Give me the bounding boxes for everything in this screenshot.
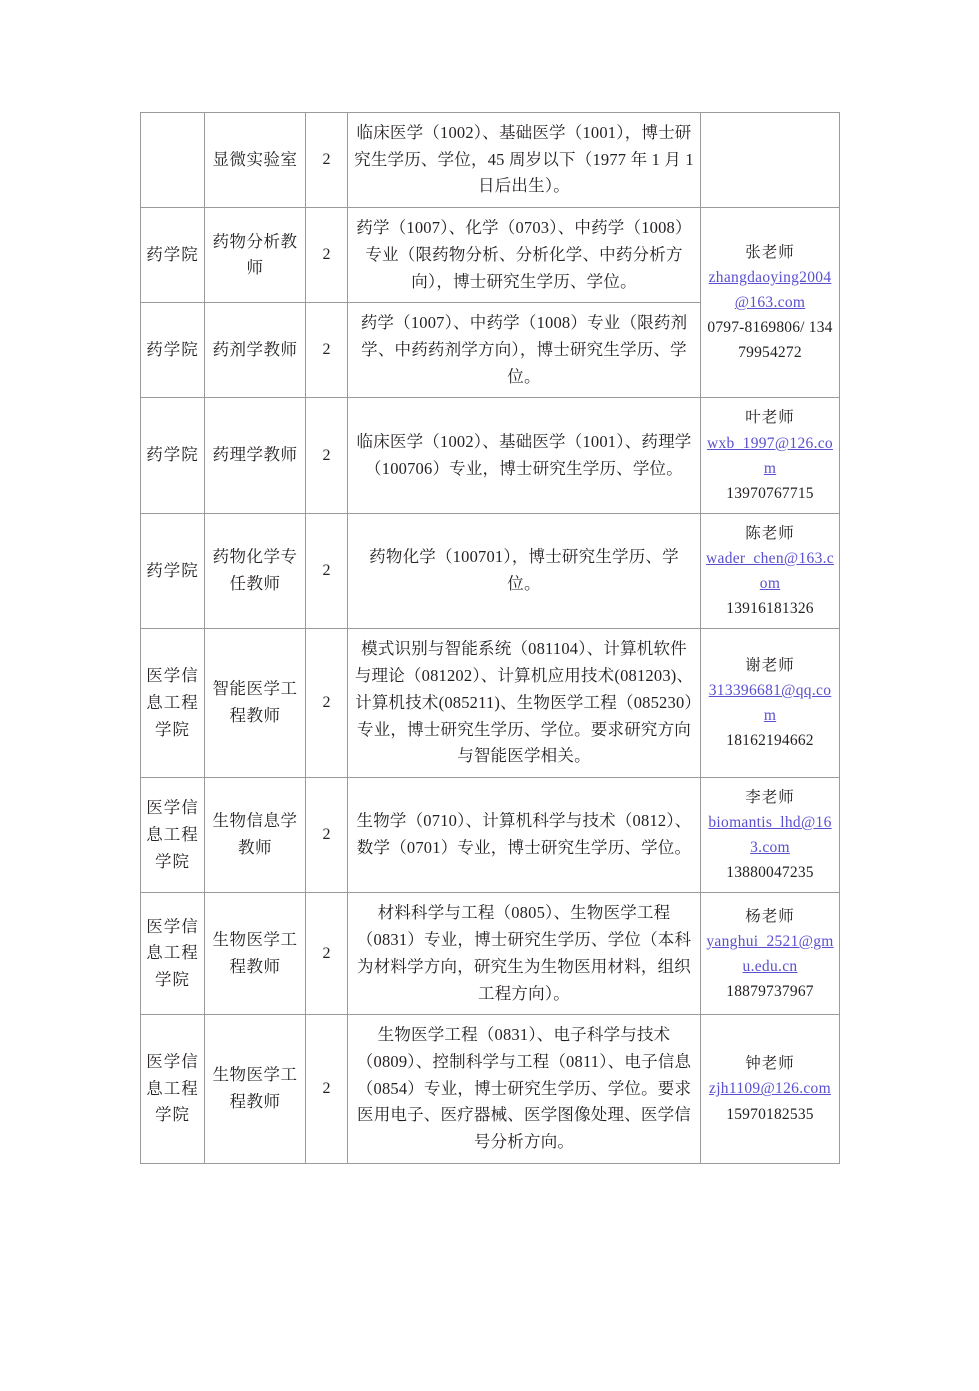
cell-contact: [701, 113, 840, 208]
cell-requirement: 药学（1007）、化学（0703）、中药学（1008）专业（限药物分析、分析化学、中药分析方向），博士研究生学历、学位。: [348, 208, 701, 303]
contact-phone: 0797-8169806/ 13479954272: [707, 319, 833, 362]
contact-phone: 13916181326: [726, 600, 814, 618]
cell-post: 药理学教师: [205, 398, 306, 513]
contact-email-link[interactable]: zhangdaoying2004@163.com: [708, 269, 832, 312]
contact-email-link[interactable]: zjh1109@126.com: [709, 1080, 831, 1098]
cell-requirement: 材料科学与工程（0805）、生物医学工程（0831）专业，博士研究生学历、学位（本科为材料学方向，研究生为生物医用材料，组织工程方向）。: [348, 893, 701, 1015]
cell-department: 药学院: [141, 303, 205, 398]
contact-name: 钟老师: [745, 1055, 795, 1073]
cell-post: 生物信息学教师: [205, 777, 306, 892]
contact-phone: 15970182535: [726, 1105, 814, 1123]
cell-requirement: 临床医学（1002）、基础医学（1001），博士研究生学历、学位，45 周岁以下（1977 年 1 月 1 日后出生）。: [348, 113, 701, 208]
cell-count: 2: [306, 208, 348, 303]
empty-contact: [706, 160, 834, 161]
contact-phone: 18879737967: [726, 982, 814, 1000]
cell-count: 2: [306, 777, 348, 892]
contact-name: 陈老师: [745, 524, 795, 542]
contact-email-link[interactable]: wader_chen@163.com: [706, 550, 834, 593]
contact-phone: 13970767715: [726, 484, 814, 502]
cell-count: 2: [306, 303, 348, 398]
cell-count: 2: [306, 893, 348, 1015]
cell-department: 医学信息工程学院: [141, 777, 205, 892]
contact-email-link[interactable]: 313396681@qq.com: [708, 682, 832, 725]
cell-contact: [701, 208, 840, 398]
cell-contact: [701, 1015, 840, 1164]
cell-count: 2: [306, 513, 348, 628]
cell-requirement: 模式识别与智能系统（081104）、计算机软件与理论（081202）、计算机应用技术(081203)、计算机技术(085211)、生物医学工程（085230）专业，博士研究生学历、学位。要求研究方向与智能医学相关。: [348, 629, 701, 778]
contact-email-link[interactable]: yanghui_2521@gmu.edu.cn: [706, 932, 834, 975]
contact-name: 叶老师: [745, 409, 795, 427]
cell-requirement: 生物医学工程（0831）、电子科学与技术（0809）、控制科学与工程（0811）、电子信息（0854）专业，博士研究生学历、学位。要求医用电子、医疗器械、医学图像处理、医学信号分析方向。: [348, 1015, 701, 1164]
contact-name: 谢老师: [745, 656, 795, 674]
contact-phone: 18162194662: [726, 732, 814, 750]
cell-contact: [701, 398, 840, 513]
contact-name: 杨老师: [745, 907, 795, 925]
table-row: [141, 893, 840, 1015]
cell-post: 显微实验室: [205, 113, 306, 208]
table-row: [141, 629, 840, 778]
cell-post: 生物医学工程教师: [205, 893, 306, 1015]
contact-email-link[interactable]: wxb_1997@126.com: [707, 434, 833, 477]
cell-department: 药学院: [141, 208, 205, 303]
table-row: [141, 208, 840, 303]
recruitment-table: [140, 112, 840, 1164]
table-row: [141, 777, 840, 892]
cell-post: 生物医学工程教师: [205, 1015, 306, 1164]
cell-post: 智能医学工程教师: [205, 629, 306, 778]
cell-department: 医学信息工程学院: [141, 1015, 205, 1164]
cell-post: 药物分析教师: [205, 208, 306, 303]
cell-department: 药学院: [141, 513, 205, 628]
cell-contact: [701, 629, 840, 778]
cell-department: 药学院: [141, 398, 205, 513]
cell-post: 药剂学教师: [205, 303, 306, 398]
cell-count: 2: [306, 629, 348, 778]
cell-requirement: 药物化学（100701），博士研究生学历、学位。: [348, 513, 701, 628]
cell-requirement: 临床医学（1002）、基础医学（1001）、药理学（100706）专业，博士研究生学历、学位。: [348, 398, 701, 513]
cell-count: 2: [306, 398, 348, 513]
cell-post: 药物化学专任教师: [205, 513, 306, 628]
cell-contact: [701, 777, 840, 892]
cell-count: 2: [306, 113, 348, 208]
table-body: [141, 113, 840, 1164]
cell-contact: [701, 513, 840, 628]
table-row: [141, 1015, 840, 1164]
contact-email-link[interactable]: biomantis_lhd@163.com: [708, 814, 832, 857]
contact-phone: 13880047235: [726, 864, 814, 882]
contact-name: 李老师: [745, 788, 795, 806]
table-row: [141, 113, 840, 208]
cell-contact: [701, 893, 840, 1015]
cell-count: 2: [306, 1015, 348, 1164]
contact-name: 张老师: [745, 244, 795, 262]
table-row: [141, 513, 840, 628]
cell-requirement: 生物学（0710）、计算机科学与技术（0812）、数学（0701）专业，博士研究生学历、学位。: [348, 777, 701, 892]
cell-department: 医学信息工程学院: [141, 629, 205, 778]
cell-department: 医学信息工程学院: [141, 893, 205, 1015]
table-row: [141, 398, 840, 513]
cell-department: [141, 113, 205, 208]
cell-requirement: 药学（1007）、中药学（1008）专业（限药剂学、中药药剂学方向），博士研究生学历、学位。: [348, 303, 701, 398]
